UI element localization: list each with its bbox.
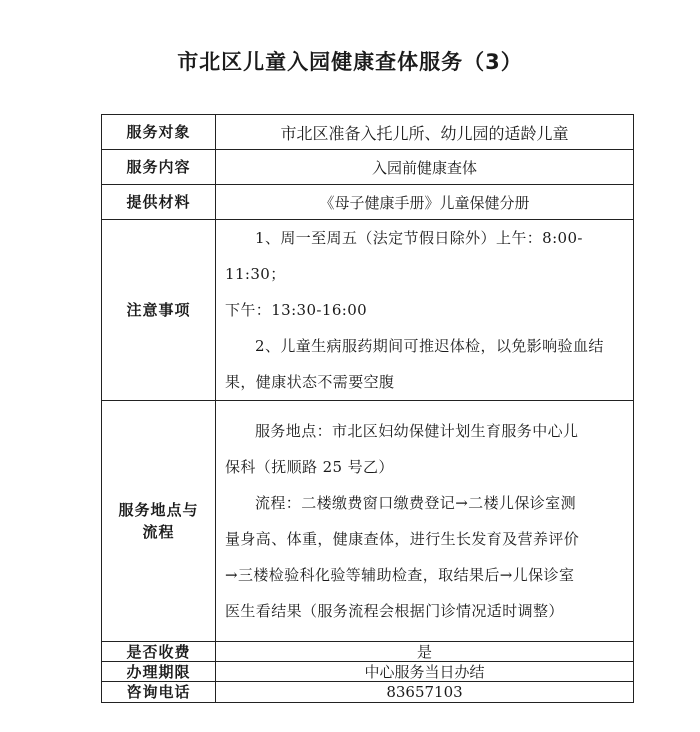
page-title: 市北区儿童入园健康查体服务（3） [177, 50, 523, 74]
location-flow-line-3: →三楼检验科化验等辅助检查，取结果后→儿保诊室 [225, 566, 575, 584]
value-location [216, 401, 634, 642]
table-row-phone [102, 682, 634, 703]
table-row-period [102, 662, 634, 682]
table-row-notes [102, 220, 634, 401]
value-target: 市北区准备入托儿所、幼儿园的适龄儿童 [216, 115, 634, 150]
table-row-materials [102, 185, 634, 220]
value-materials: 《母子健康手册》儿童保健分册 [216, 185, 634, 220]
table-row-location [102, 401, 634, 642]
location-place-line-2: 保科（抚顺路 25 号乙） [225, 458, 394, 476]
label-materials: 提供材料 [102, 185, 216, 220]
location-flow-line-2: 量身高、体重，健康查体，进行生长发育及营养评价 [225, 530, 580, 548]
value-phone: 83657103 [216, 682, 634, 703]
notes-line-3: 2、儿童生病服药期间可推迟体检，以免影响验血结 [255, 337, 604, 355]
label-location [102, 401, 216, 642]
label-phone: 咨询电话 [102, 682, 216, 703]
label-notes: 注意事项 [102, 220, 216, 401]
label-target: 服务对象 [102, 115, 216, 150]
label-content: 服务内容 [102, 150, 216, 185]
value-fee: 是 [216, 642, 634, 662]
value-content: 入园前健康查体 [216, 150, 634, 185]
value-period: 中心服务当日办结 [216, 662, 634, 682]
service-info-table [101, 114, 634, 703]
label-fee: 是否收费 [102, 642, 216, 662]
label-period: 办理期限 [102, 662, 216, 682]
notes-line-2: 下午：13:30-16:00 [225, 301, 368, 319]
table-row-fee [102, 642, 634, 662]
label-location-text: 服务地点与流程 [118, 501, 199, 541]
location-flow-line-1: 流程：二楼缴费窗口缴费登记→二楼儿保诊室测 [255, 494, 576, 512]
table-row-target [102, 115, 634, 150]
value-notes [216, 220, 634, 401]
notes-line-4: 果，健康状态不需要空腹 [225, 373, 395, 391]
location-flow-line-4: 医生看结果（服务流程会根据门诊情况适时调整） [225, 602, 564, 620]
notes-line-1: 1、周一至周五（法定节假日除外）上午：8:00-11:30； [225, 229, 583, 283]
table-row-content [102, 150, 634, 185]
location-place-line-1: 服务地点：市北区妇幼保健计划生育服务中心儿 [255, 422, 579, 440]
